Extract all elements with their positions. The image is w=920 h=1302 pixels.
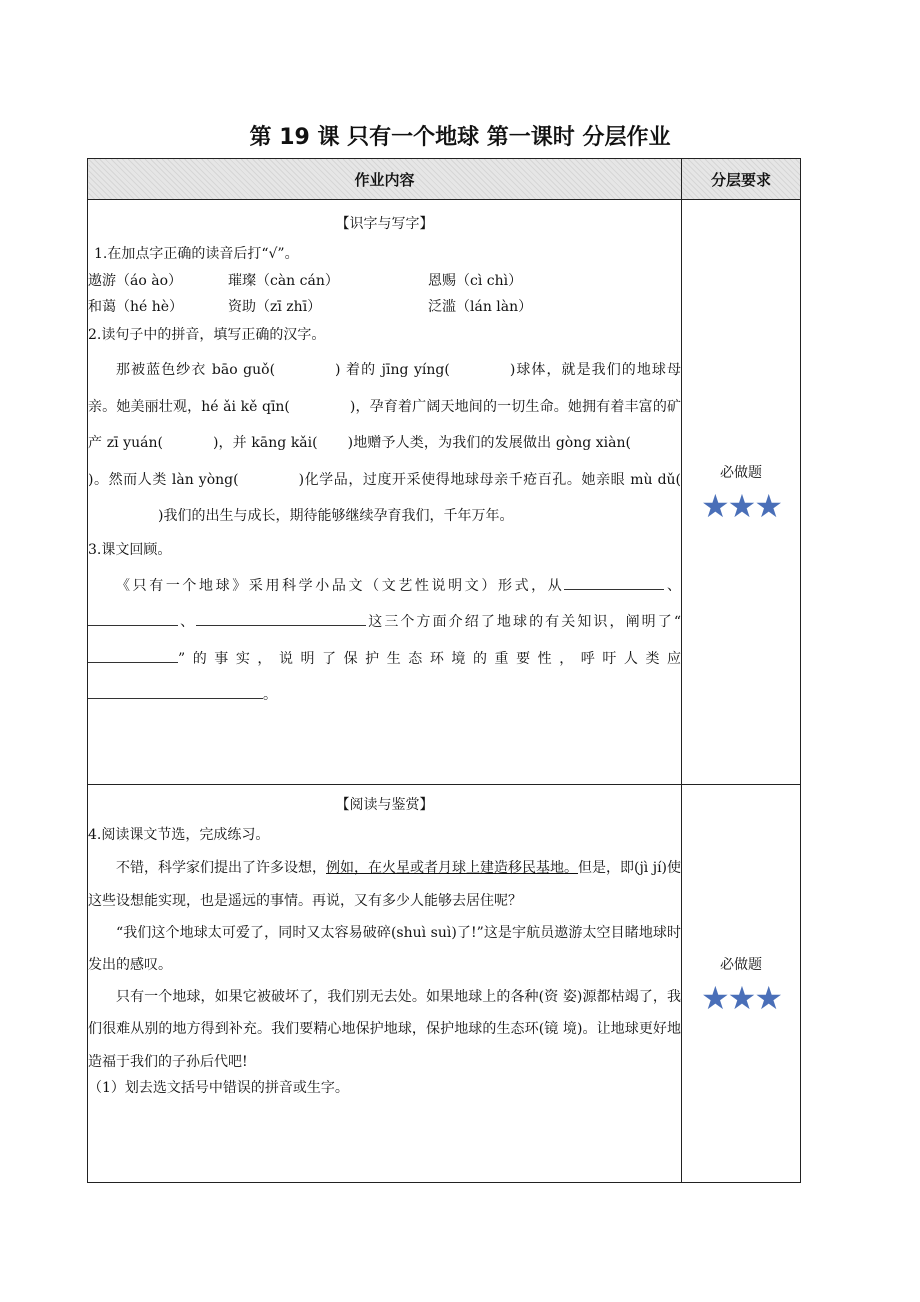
section2-requirement-cell bbox=[682, 785, 801, 1183]
sub-question-1: （1）划去选文括号中错误的拼音或生字。 bbox=[88, 1079, 349, 1096]
fill-blank[interactable] bbox=[88, 611, 178, 626]
reading-paragraph-1: 不错，科学家们提出了许多设想，例如，在火星或者月球上建造移民基地。但是，即(jì jí)使这些设想能实现，也是遥远的事情。再说，又有多少人能够去居住呢？ bbox=[88, 860, 682, 909]
fill-blank[interactable] bbox=[564, 575, 664, 590]
pinyin-item: 泛滥（lán làn） bbox=[428, 299, 533, 316]
header-content: 作业内容 bbox=[88, 159, 682, 200]
pinyin-item: 璀璨（càn cán） bbox=[228, 273, 339, 290]
pinyin-row bbox=[88, 297, 681, 319]
section2-title: 【阅读与鉴赏】 bbox=[335, 797, 434, 813]
requirement-label: 必做题 bbox=[720, 465, 762, 481]
question-2: 2.读句子中的拼音，填写正确的汉字。 bbox=[88, 326, 326, 343]
reading-paragraph-3: 只有一个地球，如果它被破坏了，我们别无去处。如果地球上的各种(资 姿)源都枯竭了，我们很难从别的地方得到补充。我们要精心地保护地球，保护地球的生态环(镜 境)。让地球更好地造福于我们的子孙后代吧! bbox=[88, 989, 681, 1070]
fill-blank[interactable] bbox=[196, 611, 366, 626]
question-4: 4.阅读课文节选，完成练习。 bbox=[88, 826, 270, 843]
question-3-passage: 《只有一个地球》采用科学小品文（文艺性说明文）形式，从 、、 这三个方面介绍了地球的有关知识，阐明了“”的事实，说明了保护生态环境的重要性，呼吁人类应。 bbox=[88, 568, 681, 714]
section1-title: 【识字与写字】 bbox=[335, 216, 434, 232]
question-1: 1.在加点字正确的读音后打“√”。 bbox=[94, 245, 299, 262]
page-title: 第 19 课 只有一个地球 第一课时 分层作业 bbox=[249, 125, 671, 150]
pinyin-item: 资助（zī zhī） bbox=[228, 299, 322, 316]
header-requirement: 分层要求 bbox=[682, 159, 801, 200]
fill-blank[interactable] bbox=[88, 648, 178, 663]
pinyin-item: 恩赐（cì chì） bbox=[428, 273, 523, 290]
star-rating: ★★★ bbox=[700, 487, 782, 525]
question-2-passage: 那被蓝色纱衣 bāo guǒ( ) 着的 jīng yíng( )球体，就是我们的地球母亲。她美丽壮观，hé ǎi kě qīn( )，孕育着广阔天地间的一切生命。她拥有着丰富的矿产 zī yuán( )，并 kāng kǎi( )地赠予人类，为我们的发展做出 gòng xiàn()。然而人类 làn yòng( )化学品，过度开采使得地球母亲千疮百孔。她亲眼 mù dǔ()我们的出生与成长，期待能够继续孕育我们，千年万年。 bbox=[88, 362, 682, 524]
fill-blank[interactable] bbox=[88, 684, 263, 699]
pinyin-item: 遨游（áo ào） bbox=[88, 273, 183, 290]
homework-table bbox=[87, 158, 801, 1183]
section2-cell bbox=[88, 785, 682, 1183]
reading-paragraph-2: “我们这个地球太可爱了，同时又太容易破碎(shuì suì)了!”这是宇航员遨游太空目睹地球时发出的感叹。 bbox=[88, 924, 681, 973]
section1-requirement-cell bbox=[682, 200, 801, 785]
section1-cell bbox=[88, 200, 682, 785]
star-rating: ★★★ bbox=[700, 978, 782, 1017]
requirement-label: 必做题 bbox=[720, 956, 762, 973]
pinyin-row bbox=[88, 271, 681, 293]
question-3: 3.课文回顾。 bbox=[88, 542, 172, 559]
pinyin-item: 和蔼（hé hè） bbox=[88, 299, 184, 316]
